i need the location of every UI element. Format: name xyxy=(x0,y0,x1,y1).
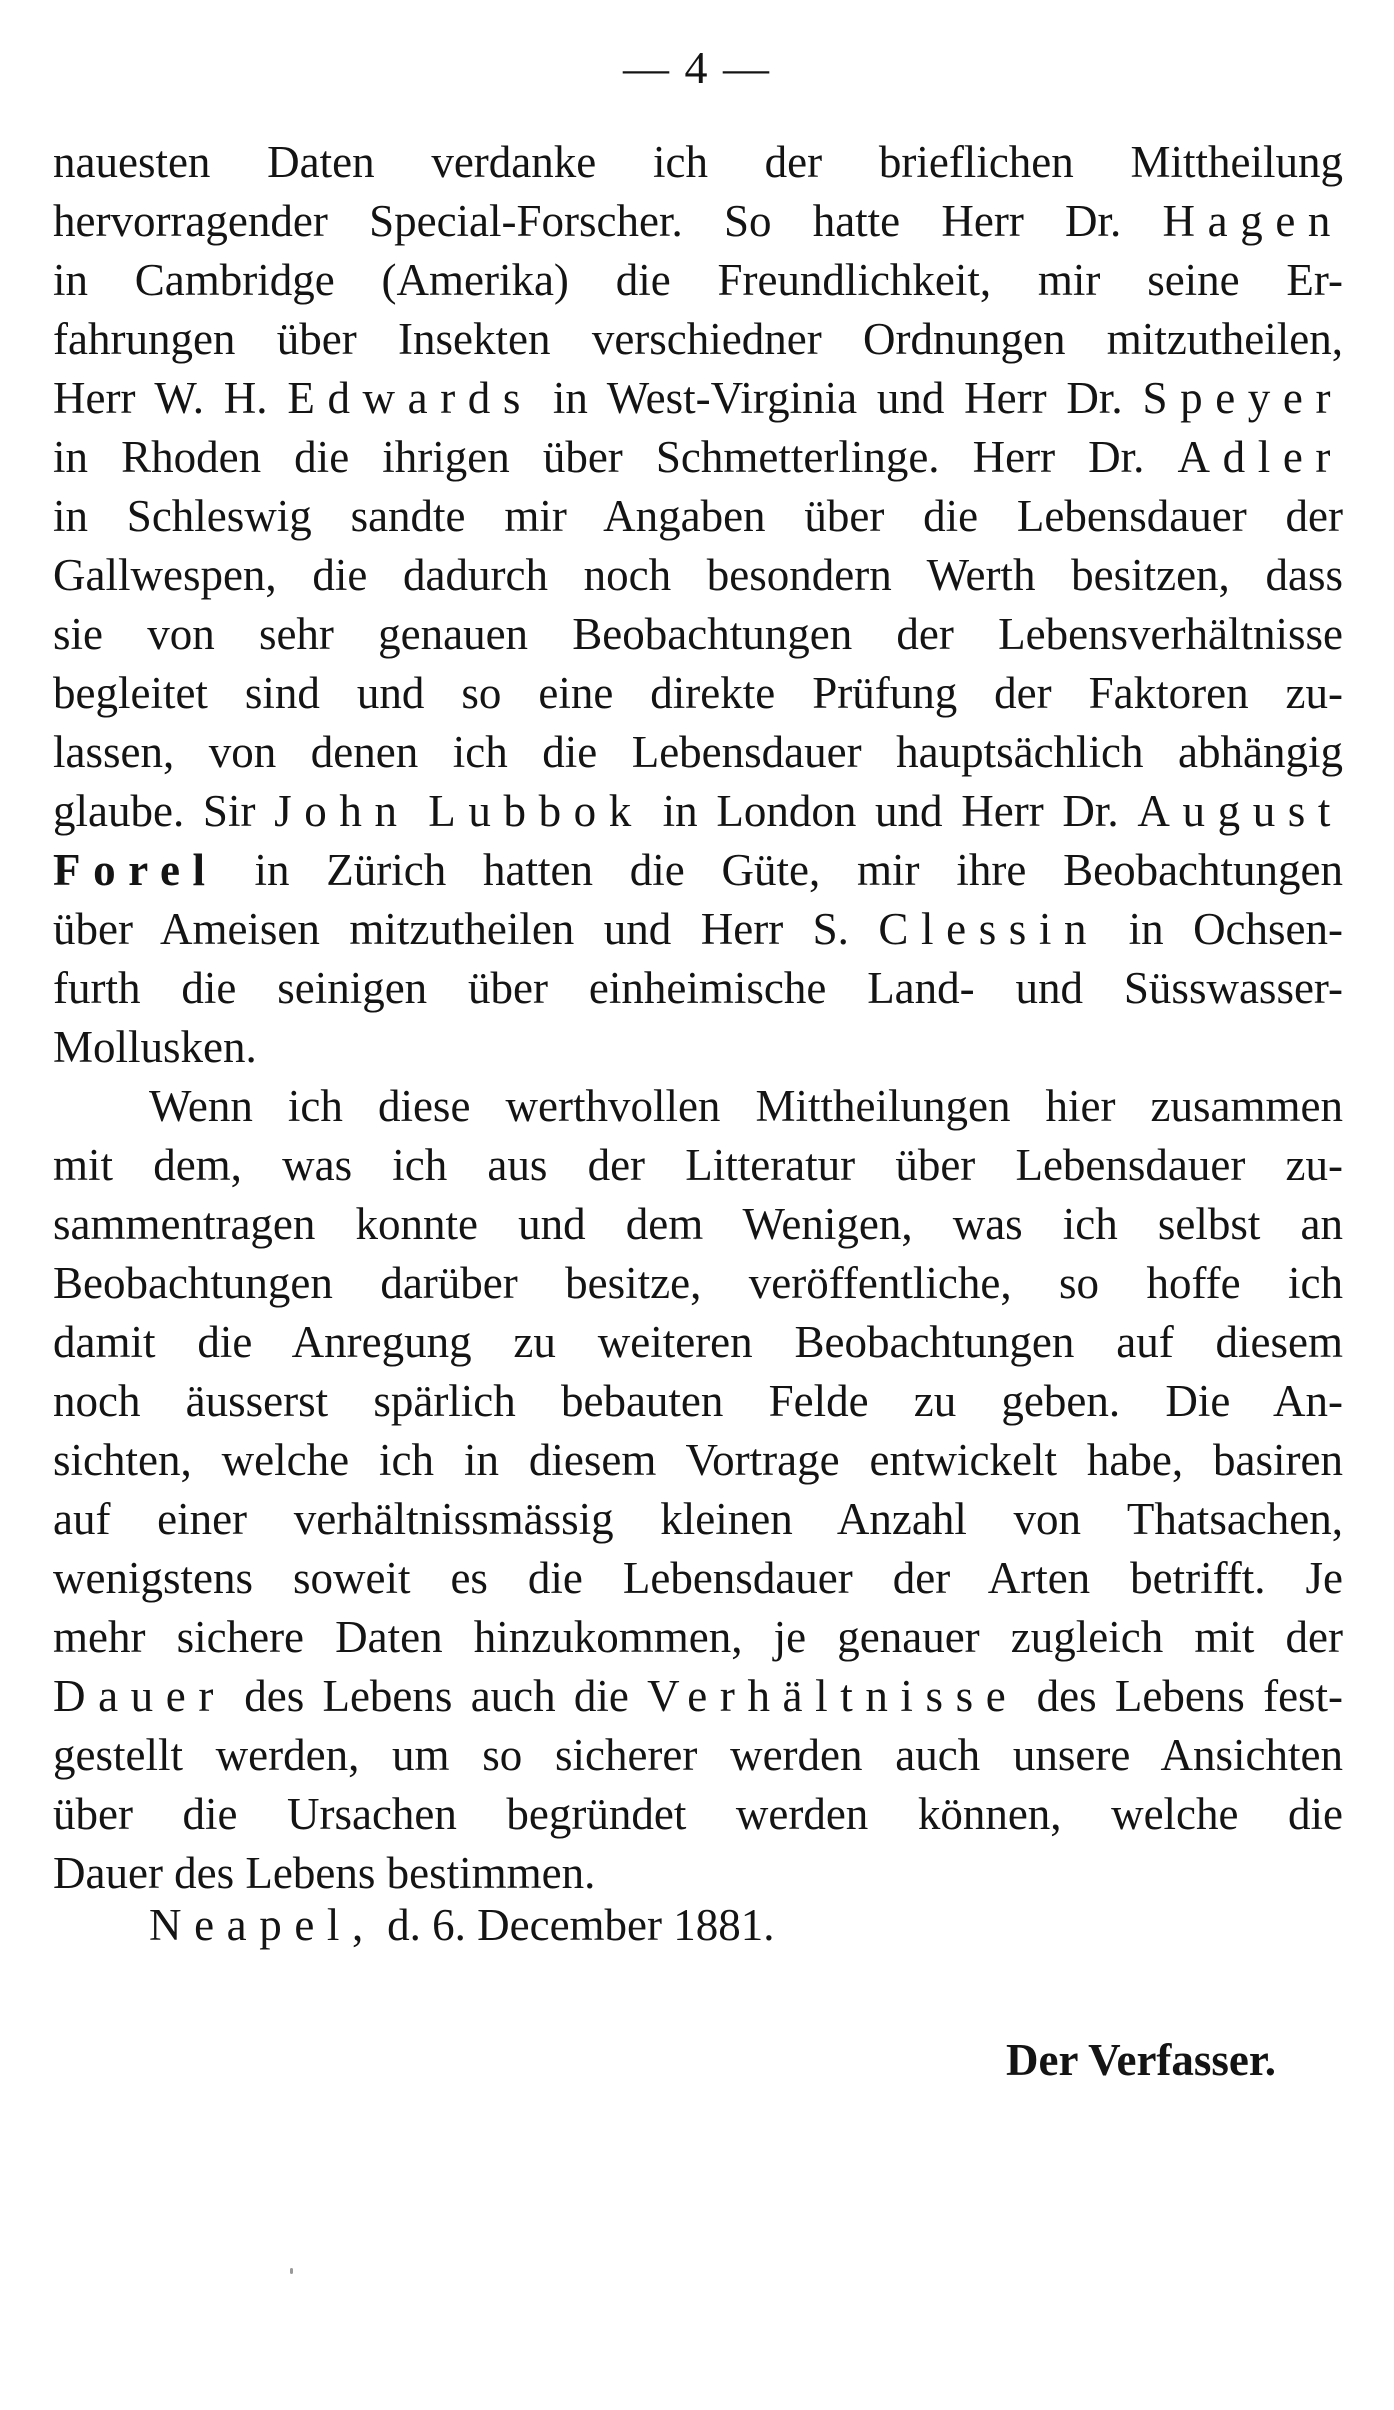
text-line: nauesten Daten verdanke ich der brieflichen Mittheilung xyxy=(53,137,1343,187)
text-line: wenigstens soweit es die Lebensdauer der Arten betrifft. Je xyxy=(53,1553,1343,1603)
text-line: sammentragen konnte und dem Wenigen, was ich selbst an xyxy=(53,1199,1343,1249)
page-number: — 4 — xyxy=(623,42,771,93)
name-speyer: Speyer xyxy=(1142,373,1344,423)
name-lubbok: Lubbok xyxy=(428,786,644,836)
text-line: Gallwespen, die dadurch noch besondern Werth besitzen, dass xyxy=(53,550,1343,600)
text-line: damit die Anregung zu weiteren Beobachtungen auf diesem xyxy=(53,1317,1343,1367)
text-line: Forel in Zürich hatten die Güte, mir ihre Beobachtungen xyxy=(53,845,1344,895)
text-line: über die Ursachen begründet werden können, welche die xyxy=(53,1789,1343,1839)
text-line: sie von sehr genauen Beobachtungen der Lebensverhältnisse xyxy=(53,609,1343,659)
text-line: furth die seinigen über einheimische Land- und Süsswasser- xyxy=(53,963,1343,1013)
text-line: mehr sichere Daten hinzukommen, je genauer zugleich mit der xyxy=(53,1612,1343,1662)
text-line: auf einer verhältnissmässig kleinen Anzahl von Thatsachen, xyxy=(53,1494,1343,1544)
name-adler: Adler xyxy=(1177,432,1344,482)
text-line: Dauer des Lebens bestimmen. xyxy=(53,1848,596,1898)
paper-speck xyxy=(290,2268,293,2274)
place: Neapel, xyxy=(149,1900,376,1950)
text-line: glaube. Sir John Lubbok in London und Herr Dr. August xyxy=(53,786,1344,836)
text-line: lassen, von denen ich die Lebensdauer hauptsächlich abhängig xyxy=(53,727,1343,777)
text-line: begleitet sind und so eine direkte Prüfung der Faktoren zu- xyxy=(53,668,1343,718)
name-edwards: Edwards xyxy=(287,373,534,423)
name-clessin: Clessin xyxy=(878,904,1100,954)
signature: Der Verfasser. xyxy=(1006,2035,1276,2085)
name-august: August xyxy=(1137,786,1344,836)
text-line: in Rhoden die ihrigen über Schmetterlinge. Herr Dr. Adler xyxy=(53,432,1344,482)
text-line: Wenn ich diese werthvollen Mittheilungen hier zusammen xyxy=(149,1081,1343,1131)
text-line: fahrungen über Insekten verschiedner Ordnungen mitzutheilen, xyxy=(53,314,1343,364)
text-line: Mollusken. xyxy=(53,1022,257,1072)
text-line: sichten, welche ich in diesem Vortrage entwickelt habe, basiren xyxy=(53,1435,1343,1485)
name-john: John xyxy=(274,786,410,836)
name-forel: Forel xyxy=(53,845,218,895)
text-line: mit dem, was ich aus der Litteratur über Lebensdauer zu- xyxy=(53,1140,1343,1190)
text-line: in Schleswig sandte mir Angaben über die Lebensdauer der xyxy=(53,491,1343,541)
place-date xyxy=(149,1895,775,1955)
text-line: hervorragender Special-Forscher. So hatte Herr Dr. Hagen xyxy=(53,196,1343,246)
text-line: in Cambridge (Amerika) die Freundlichkeit, mir seine Er- xyxy=(53,255,1343,305)
date: d. 6. December 1881. xyxy=(387,1900,775,1950)
spaced-verhaeltnisse: Verhältnisse xyxy=(647,1671,1019,1721)
spaced-dauer: Dauer xyxy=(53,1671,226,1721)
text-line: Herr W. H. Edwards in West-Virginia und Herr Dr. Speyer xyxy=(53,373,1344,423)
text-line: Beobachtungen darüber besitze, veröffentliche, so hoffe ich xyxy=(53,1258,1343,1308)
text-line: über Ameisen mitzutheilen und Herr S. Clessin in Ochsen- xyxy=(53,904,1344,954)
text-line: gestellt werden, um so sicherer werden auch unsere Ansichten xyxy=(53,1730,1343,1780)
text-line: noch äusserst spärlich bebauten Felde zu geben. Die An- xyxy=(53,1376,1343,1426)
text-line: Dauer des Lebens auch die Verhältnisse des Lebens fest- xyxy=(53,1671,1344,1721)
name-hagen: Hagen xyxy=(1162,196,1343,246)
